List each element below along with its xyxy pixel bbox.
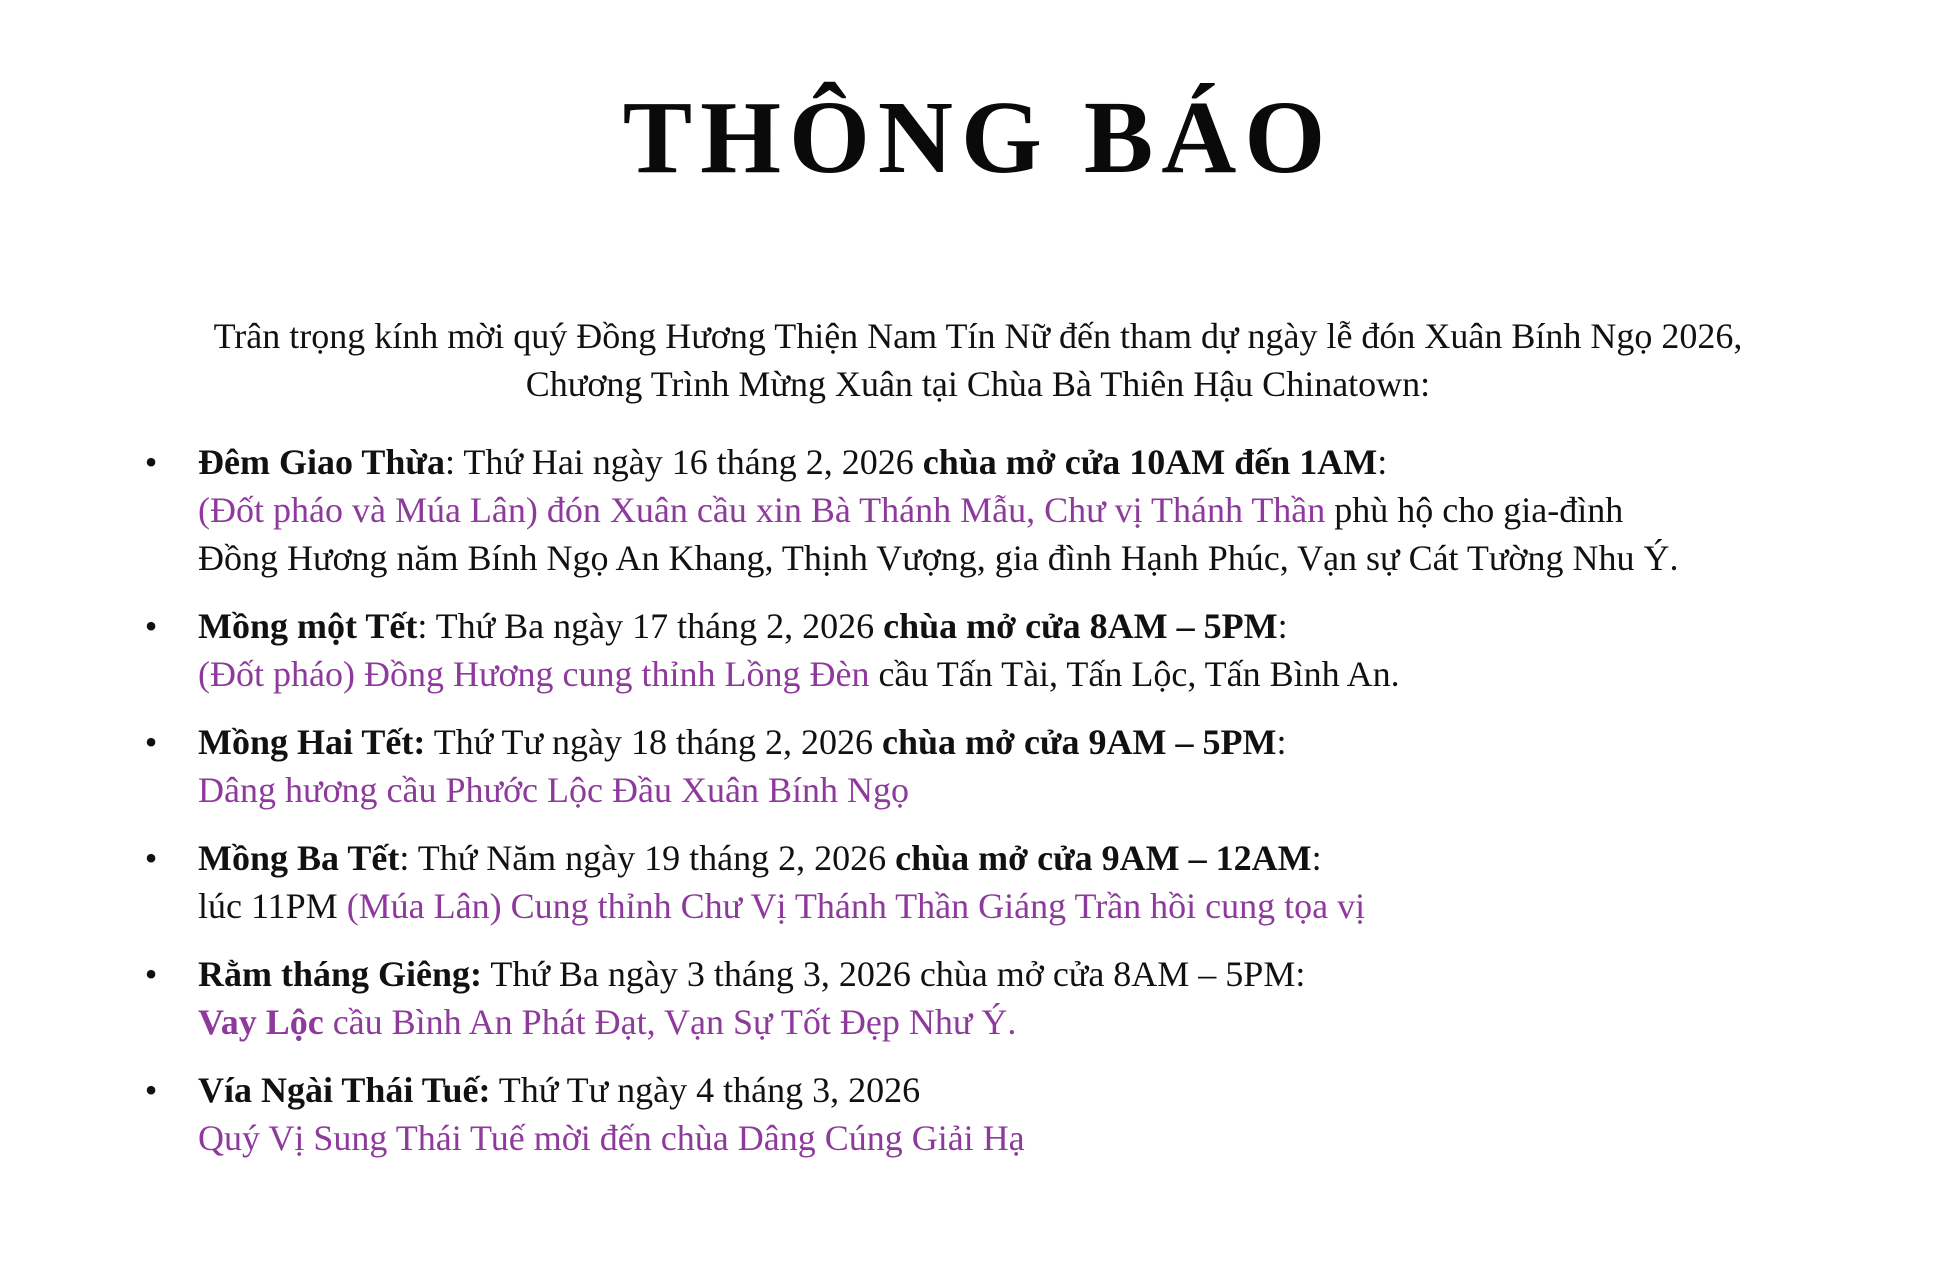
event-detail [198,1114,1856,1162]
bullet-icon: • [144,1070,158,1110]
page-title: THÔNG BÁO [622,80,1334,195]
bullet-icon: • [144,606,158,646]
event-name: Mồng Ba Tết [198,838,400,878]
event-header [198,1066,1856,1114]
event-name: Vía Ngài Thái Tuế: [198,1070,491,1110]
event-date: Thứ Ba ngày 3 tháng 3, 2026 chùa mở cửa 8AM – 5PM: [490,954,1306,994]
event-separator: : [399,838,418,878]
event-detail-highlight: (Đốt pháo và Múa Lân) đón Xuân cầu xin Bà Thánh Mẫu, Chư vị Thánh Thần [198,490,1326,530]
event-header [198,438,1856,486]
event-detail [198,486,1856,534]
event-date: Thứ Tư ngày 18 tháng 2, 2026 [433,722,882,762]
event-hours: chùa mở cửa 10AM đến 1AM [922,442,1378,482]
event-header [198,950,1856,998]
event-detail-highlight: Quý Vị Sung Thái Tuế mời đến chùa Dâng Cúng Giải Hạ [198,1118,1025,1158]
bullet-icon: • [144,954,158,994]
event-end: : [1311,838,1322,878]
event-date: Thứ Hai ngày 16 tháng 2, 2026 [463,442,923,482]
event-detail-text: lúc 11PM [198,886,347,926]
event-detail-highlight: cầu Bình An Phát Đạt, Vạn Sự Tốt Đẹp Như Ý. [323,1002,1017,1042]
event-date: Thứ Năm ngày 19 tháng 2, 2026 [417,838,896,878]
event-item-mong-mot [136,602,1856,698]
event-detail [198,998,1856,1046]
event-date: Thứ Tư ngày 4 tháng 3, 2026 [498,1070,921,1110]
event-detail-text: cầu Tấn Tài, Tấn Lộc, Tấn Bình An. [869,654,1400,694]
event-separator: : [444,442,464,482]
intro-line-1: Trân trọng kính mời quý Đồng Hương Thiện Nam Tín Nữ đến tham dự ngày lễ đón Xuân Bính Ngọ 2026, [213,316,1743,356]
event-separator [425,722,433,762]
event-separator: : [417,606,436,646]
event-item-mong-ba [136,834,1856,930]
event-detail [198,882,1856,930]
event-end: : [1276,722,1287,762]
event-item-ram-thang-gieng [136,950,1856,1046]
event-detail-text: phù hộ cho gia-đình [1325,490,1624,530]
event-detail-highlight: (Múa Lân) Cung thỉnh Chư Vị Thánh Thần Giáng Trần hồi cung tọa vị [346,886,1366,926]
event-list [136,438,1856,1182]
event-detail-highlight: (Đốt pháo) Đồng Hương cung thỉnh Lồng Đèn [198,654,870,694]
event-end: : [1377,442,1388,482]
event-separator [490,1070,498,1110]
bullet-icon: • [144,442,158,482]
intro-paragraph [100,312,1856,408]
event-detail [198,766,1856,814]
event-hours: chùa mở cửa 9AM – 5PM [882,722,1277,762]
event-end: : [1277,606,1288,646]
event-item-giao-thua [136,438,1856,582]
event-name: Rằm tháng Giêng: [198,954,483,994]
event-detail [198,650,1856,698]
event-date: Thứ Ba ngày 17 tháng 2, 2026 [435,606,884,646]
intro-line-2: Chương Trình Mừng Xuân tại Chùa Bà Thiên Hậu Chinatown: [525,364,1431,404]
event-name: Đêm Giao Thừa [198,442,445,482]
event-detail-continued: Đồng Hương năm Bính Ngọ An Khang, Thịnh Vượng, gia đình Hạnh Phúc, Vạn sự Cát Tường Nhu Ý. [198,538,1679,578]
event-header [198,602,1856,650]
event-name: Mồng Hai Tết: [198,722,426,762]
event-header [198,718,1856,766]
event-header [198,834,1856,882]
event-name: Mồng một Tết [198,606,418,646]
bullet-icon: • [144,722,158,762]
bullet-icon: • [144,838,158,878]
event-detail-highlight: Dâng hương cầu Phước Lộc Đầu Xuân Bính Ngọ [198,770,909,810]
event-item-mong-hai [136,718,1856,814]
event-detail-bold-highlight: Vay Lộc [198,1002,324,1042]
event-hours: chùa mở cửa 9AM – 12AM [895,838,1312,878]
event-item-via-ngai-thai-tue [136,1066,1856,1162]
event-hours: chùa mở cửa 8AM – 5PM [883,606,1278,646]
